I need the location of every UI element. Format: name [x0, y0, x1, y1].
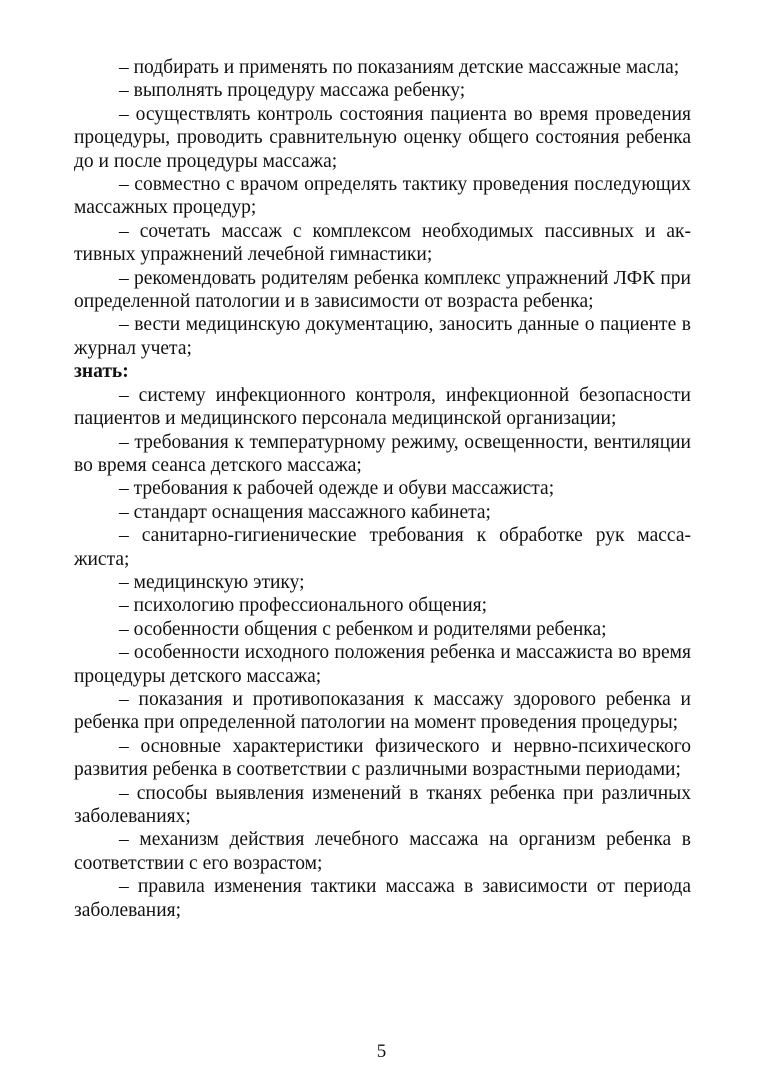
list-item: – санитарно-гигиенические требования к обработке рук массажиста; [74, 525, 691, 570]
list-item: – психологию профессионального общения; [119, 595, 488, 617]
page-number: 5 [376, 1041, 387, 1062]
list-item: – вести медицинскую документацию, заносить данные о пациенте в журнал учета; [74, 314, 691, 359]
list-item: – подбирать и применять по показаниям детские массажные масла; [119, 57, 680, 78]
list-item: – стандарт оснащения массажного кабинета; [119, 501, 491, 523]
list-item: – медицинскую этику; [119, 571, 305, 593]
list-item: – сочетать массаж с комплексом необходимых пассивных и активных упражнений лечебной гимнастики; [74, 220, 691, 266]
list-item: – механизм действия лечебного массажа на организм ребенка в соответствии с его возрастом; [74, 829, 691, 874]
list-item: – осуществлять контроль состояния пациента во время проведения процедуры, проводить сравнительную оценку общего состояния ребенка до и после процедуры массажа; [74, 103, 691, 172]
list-item: – правила изменения тактики массажа в зависимости от периода заболевания; [74, 876, 691, 921]
list-item: – систему инфекционного контроля, инфекционной безопасности пациентов и медицинского персонала медицинской организации; [74, 384, 691, 430]
list-item: – выполнять процедуру массажа ребенку; [119, 80, 466, 102]
section-heading-know: знать: [74, 361, 129, 383]
page-body [74, 56, 691, 922]
list-item: – требования к температурному режиму, освещенности, вентиляции во время сеанса детского массажа; [74, 431, 691, 476]
list-item: – рекомендовать родителям ребенка комплекс упражнений ЛФК при определенной патологии и в зависимости от возраста ребенка; [74, 267, 691, 313]
list-item: – особенности общения с ребенком и родителями ребенка; [119, 618, 607, 640]
list-item: – показания и противопоказания к массажу здорового ребенка и ребенка при определенной патологии на момент проведения процедуры; [74, 688, 691, 734]
list-item: – основные характеристики физического и нервно-психического развития ребенка в соответствии с различными возрастными периодами; [74, 735, 691, 781]
list-item: – особенности исходного положения ребенка и массажиста во время процедуры детского массажа; [74, 642, 691, 687]
list-item: – требования к рабочей одежде и обуви массажиста; [119, 478, 555, 500]
list-item: – способы выявления изменений в тканях ребенка при различных заболеваниях; [74, 782, 691, 827]
list-item: – совместно с врачом определять тактику проведения последующих массажных процедур; [74, 174, 691, 219]
